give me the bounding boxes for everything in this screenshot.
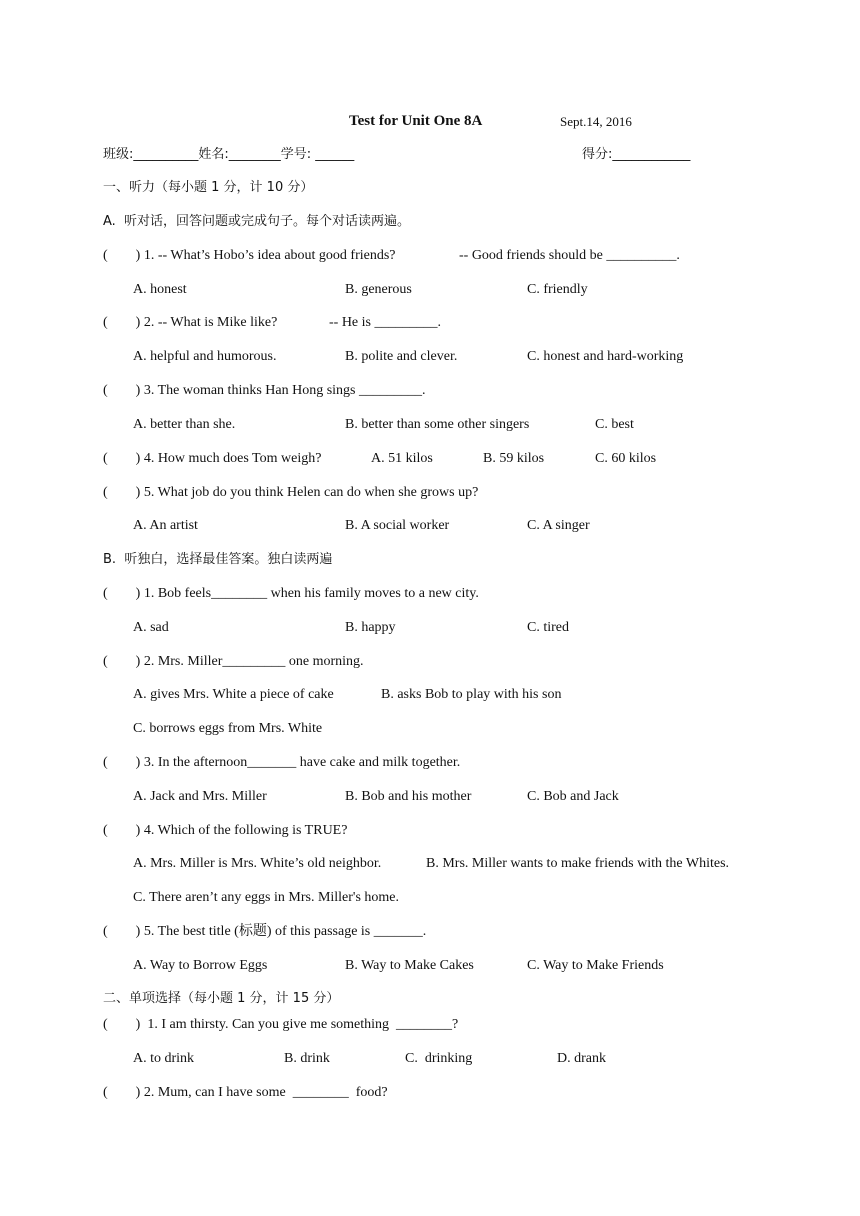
question-stem: ( ) 3. The woman thinks Han Hong sings _________. [103,383,426,398]
option-a: A. Mrs. Miller is Mrs. White’s old neighbor. [133,856,382,871]
question-stem: ( ) 3. In the afternoon_______ have cake and milk together. [103,755,461,770]
option-a: A. to drink [133,1051,195,1066]
question-answer-line: -- Good friends should be __________. [459,248,680,263]
question-stem: ( ) 1. Bob feels________ when his family moves to a new city. [103,586,479,601]
question-stem: ( ) 2. -- What is Mike like? [103,315,278,330]
section-heading-multiple-choice: 二、单项选择（每小题 1 分，计 15 分） [103,991,340,1006]
question-stem: ( ) 2. Mum, can I have some ________ food? [103,1085,388,1100]
option-c: C. There aren’t any eggs in Mrs. Miller's home. [133,890,400,905]
option-b: B. asks Bob to play with his son [381,687,562,702]
option-a: A. honest [133,282,187,297]
option-c: C. honest and hard-working [527,349,684,364]
option-a: A. 51 kilos [371,451,433,466]
question-answer-line: -- He is _________. [329,315,441,330]
option-b: B. Mrs. Miller wants to make friends with the Whites. [426,856,730,871]
option-a: A. An artist [133,518,198,533]
part-b-instruction: B. 听独白，选择最佳答案。独白读两遍 [103,552,333,567]
option-c: C. A singer [527,518,590,533]
option-c: C. Way to Make Friends [527,958,664,973]
option-a: A. sad [133,620,169,635]
question-stem: ( ) 5. What job do you think Helen can do when she grows up? [103,485,479,500]
question-stem: ( ) 1. I am thirsty. Can you give me something ________? [103,1017,459,1032]
option-a: A. helpful and humorous. [133,349,277,364]
option-b: B. Way to Make Cakes [345,958,474,973]
option-c: C. borrows eggs from Mrs. White [133,721,323,736]
option-b: B. drink [284,1051,330,1066]
option-b: B. generous [345,282,412,297]
test-date: Sept.14, 2016 [560,114,632,129]
option-b: B. polite and clever. [345,349,458,364]
option-c: C. friendly [527,282,588,297]
option-c: C. Bob and Jack [527,789,619,804]
student-info-line: 班级:__________姓名:________学号: ______ [103,147,355,162]
question-stem: ( ) 1. -- What’s Hobo’s idea about good friends? [103,248,396,263]
option-c: C. tired [527,620,569,635]
option-c: C. drinking [405,1051,473,1066]
question-stem: ( ) 4. How much does Tom weigh? [103,451,322,466]
question-stem: ( ) 2. Mrs. Miller_________ one morning. [103,654,364,669]
option-b: B. better than some other singers [345,417,530,432]
option-d: D. drank [557,1051,606,1066]
option-b: B. A social worker [345,518,450,533]
option-b: B. happy [345,620,396,635]
option-a: A. Jack and Mrs. Miller [133,789,267,804]
test-title: Test for Unit One 8A [349,113,483,129]
question-stem: ( ) 4. Which of the following is TRUE? [103,823,348,838]
option-c: C. best [595,417,634,432]
option-a: A. gives Mrs. White a piece of cake [133,687,334,702]
score-field: 得分:____________ [582,147,691,162]
option-b: B. Bob and his mother [345,789,472,804]
section-heading-listening: 一、听力（每小题 1 分，计 10 分） [103,180,314,195]
option-b: B. 59 kilos [483,451,545,466]
option-a: A. Way to Borrow Eggs [133,958,268,973]
part-a-instruction: A. 听对话，回答问题或完成句子。每个对话读两遍。 [103,214,411,229]
question-stem: ( ) 5. The best title (标题) of this passage is _______. [103,924,427,939]
option-c: C. 60 kilos [595,451,657,466]
option-a: A. better than she. [133,417,236,432]
